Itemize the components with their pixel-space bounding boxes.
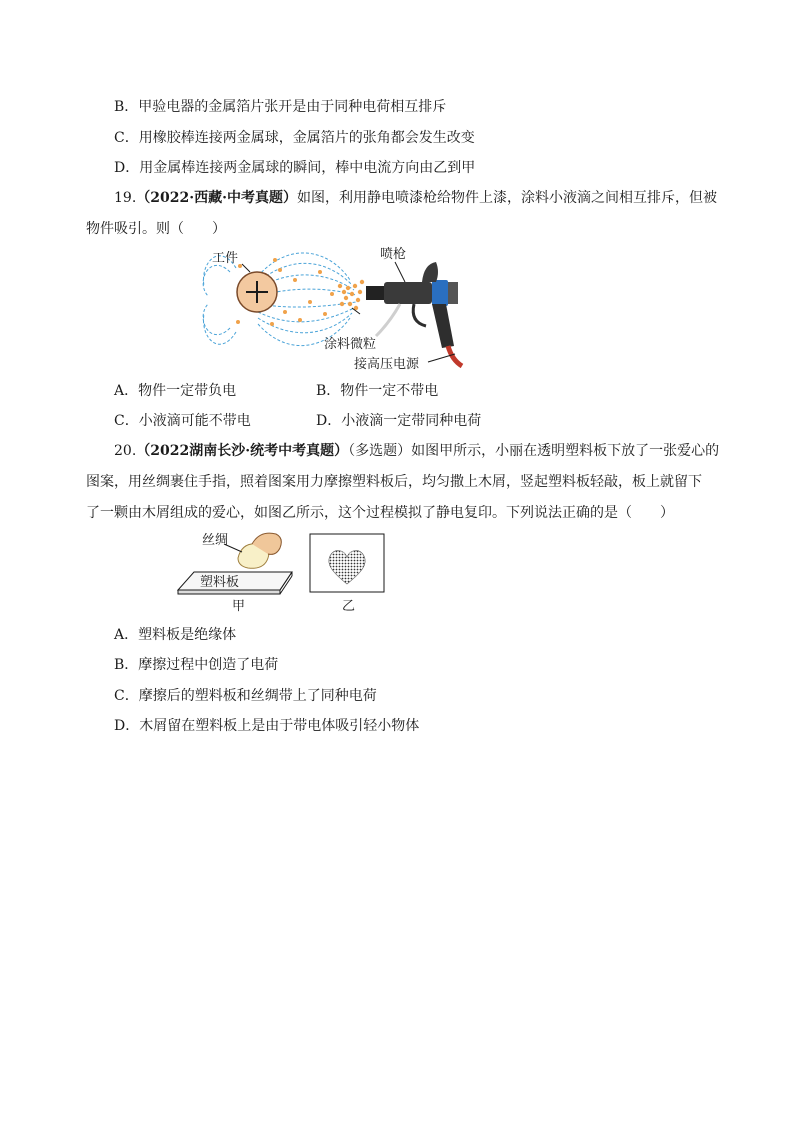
q19-option-a (114, 381, 236, 401)
question-source: （2022·西藏·中考真题） (136, 190, 297, 206)
q19-option-d (316, 411, 481, 431)
q20-stem-line3 (86, 503, 674, 523)
option-label: B． (316, 383, 341, 399)
option-text: 用金属棒连接两金属球的瞬间，棒中电流方向由乙到甲 (139, 160, 476, 176)
q18-option-d (114, 158, 475, 178)
label-workpiece: 工件 (212, 251, 239, 266)
option-text: 物件一定带负电 (138, 383, 237, 399)
option-label: D． (316, 413, 342, 429)
q20-option-a (114, 625, 236, 645)
option-text: 小液滴可能不带电 (138, 413, 251, 429)
option-label: D． (114, 718, 140, 734)
label-high-voltage: 接高压电源 (354, 357, 420, 372)
question-number: 19. (114, 190, 137, 206)
option-text: 摩擦过程中创造了电荷 (138, 657, 279, 673)
stem-text: 了一颗由木屑组成的爱心，如图乙所示，这个过程模拟了静电复印。下列说法正确的是（ ） (86, 505, 674, 521)
label-fig-a: 甲 (232, 599, 246, 612)
label-paint-particles: 涂料微粒 (324, 337, 377, 352)
option-label: A． (114, 627, 139, 643)
q19-spray-gun-figure (200, 242, 490, 372)
q18-option-c (114, 128, 475, 148)
option-text: 塑料板是绝缘体 (138, 627, 237, 643)
question-type: （多选题） (348, 443, 412, 459)
q20-option-b (114, 655, 278, 675)
option-label: A． (114, 383, 139, 399)
question-number: 20. (114, 443, 137, 459)
q19-stem-line2 (86, 219, 226, 239)
option-text: 小液滴一定带同种电荷 (341, 413, 482, 429)
label-spray-gun: 喷枪 (380, 247, 407, 262)
q19-stem-line1 (114, 188, 717, 208)
option-label: C． (114, 413, 139, 429)
q20-stem-line2 (86, 472, 702, 492)
option-text: 物件一定不带电 (340, 383, 439, 399)
spray-gun (366, 262, 462, 366)
q20-figure-a (172, 528, 302, 612)
label-fig-b: 乙 (342, 599, 356, 612)
q20-stem-line1 (114, 441, 719, 461)
stem-text: 物件吸引。则（ ） (86, 221, 226, 237)
option-label: C． (114, 688, 139, 704)
q20-option-d (114, 716, 419, 736)
q20-figure-b (308, 532, 388, 612)
label-plastic-board: 塑料板 (200, 575, 240, 590)
option-text: 摩擦后的塑料板和丝绸带上了同种电荷 (138, 688, 377, 704)
option-text: 木屑留在塑料板上是由于带电体吸引轻小物体 (139, 718, 420, 734)
stem-text: 如图甲所示，小丽在透明塑料板下放了一张爱心的 (411, 443, 720, 459)
option-text: 用橡胶棒连接两金属球，金属箔片的张角都会发生改变 (138, 130, 475, 146)
q19-option-b (316, 381, 438, 401)
label-silk: 丝绸 (202, 533, 229, 548)
q20-option-c (114, 686, 377, 706)
question-source: （2022湖南长沙·统考中考真题） (136, 443, 349, 459)
option-text: 甲验电器的金属箔片张开是由于同种电荷相互排斥 (138, 99, 447, 115)
option-label: C． (114, 130, 139, 146)
option-label: B． (114, 99, 139, 115)
stem-text: 如图，利用静电喷漆枪给物件上漆，涂料小液滴之间相互排斥，但被 (296, 190, 717, 206)
field-lines (203, 253, 356, 346)
option-label: D． (114, 160, 140, 176)
q19-option-c (114, 411, 251, 431)
q18-option-b (114, 97, 446, 117)
option-label: B． (114, 657, 139, 673)
stem-text: 图案，用丝绸裹住手指，照着图案用力摩擦塑料板后，均匀撒上木屑，竖起塑料板轻敲，板上就留下 (86, 474, 702, 490)
